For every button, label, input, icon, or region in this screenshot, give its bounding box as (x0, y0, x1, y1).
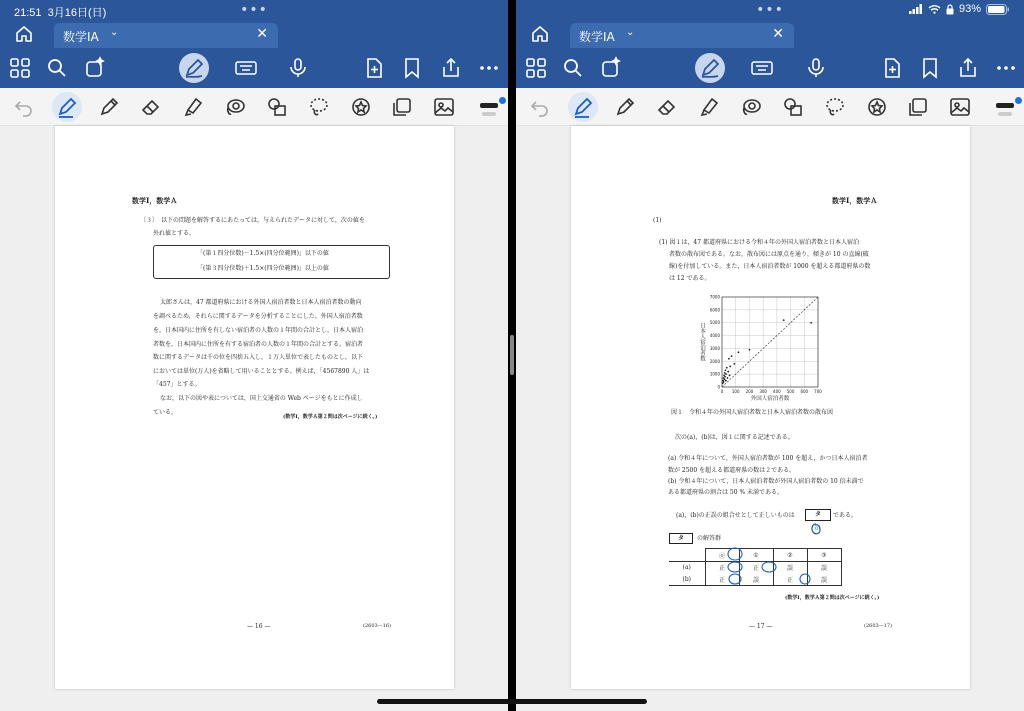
body-line: 数に関するデータは千の位を四捨五入し，１万人単位で表したものとし，以下 (153, 354, 364, 361)
body-line: 者数を，日本国内に住所を有する宿泊者の人数の１年間の合計とする。宿泊者 (153, 341, 364, 348)
choices-label: の解答群 (697, 535, 722, 542)
page-number: — 17 — (749, 623, 773, 630)
lasso-select-icon[interactable] (739, 95, 763, 119)
right-pane (516, 0, 1024, 711)
handwritten-circles (721, 546, 821, 588)
y-tick-label: 7000 (709, 294, 720, 300)
eraser-icon[interactable] (655, 95, 679, 119)
body-line: 「457」とする。 (153, 381, 201, 388)
copy-pages-icon[interactable] (906, 95, 930, 119)
table-cell: 誤 (739, 574, 773, 586)
document-page[interactable] (55, 126, 454, 689)
home-icon[interactable] (530, 25, 550, 43)
scatter-point (729, 375, 731, 377)
tab-bar (0, 20, 508, 48)
y-tick-label: 0 (717, 384, 720, 390)
battery-percent: 93% (958, 3, 981, 15)
lock-icon (946, 4, 954, 15)
scatter-point (738, 351, 740, 353)
pen-mode-icon[interactable] (182, 56, 206, 80)
search-icon[interactable] (561, 56, 585, 80)
question-suffix: である。 (833, 512, 858, 519)
table-cell: 正 (739, 562, 773, 574)
body-line: を，日本国内に住所を有しない宿泊者の人数の１年間の合計とし，日本人宿泊 (153, 327, 364, 334)
more-icon[interactable] (477, 56, 501, 80)
copilot-icon[interactable] (83, 56, 107, 80)
intro-line: 外れ値とする。 (153, 230, 196, 237)
close-tab-button[interactable]: ✕ (772, 26, 784, 42)
share-icon[interactable] (956, 56, 980, 80)
answer-box[interactable]: タ (805, 509, 831, 521)
scatter-point (724, 378, 726, 380)
reference-line (722, 297, 818, 387)
choice-0-header[interactable]: ⓪ (705, 549, 739, 562)
question-line: (1) 図１は，47 都道府県における令和４年の外国人宿泊者数と日本人宿泊 (659, 239, 859, 246)
scatter-point (727, 377, 729, 379)
pen-mode-icon[interactable] (698, 56, 722, 80)
figure-caption: 図１ 令和４年の外国人宿泊者数と日本人宿泊者数の散布図 (671, 409, 834, 416)
search-icon[interactable] (45, 56, 69, 80)
shapes-icon[interactable] (265, 95, 289, 119)
scatter-point (810, 322, 812, 324)
home-indicator[interactable] (377, 699, 647, 704)
add-page-icon[interactable] (362, 56, 386, 80)
wifi-icon (928, 4, 941, 14)
undo-icon[interactable] (11, 95, 35, 119)
highlighter-icon[interactable] (181, 95, 205, 119)
pen-thickness-selector[interactable] (480, 103, 498, 108)
body-line: なお，以下の図や表については，国土交通省の Web ページをもとに作成し (160, 395, 363, 402)
scatter-point (749, 349, 751, 351)
body-line: ている。 (153, 409, 178, 416)
draw-toolbar (0, 88, 508, 126)
pen-color-indicator[interactable] (499, 97, 506, 104)
x-tick-label: 200 (745, 389, 754, 394)
ballpoint-pen-icon[interactable] (571, 95, 595, 119)
scatter-point (731, 355, 733, 357)
scatter-point (729, 366, 731, 368)
part-label: (1) (653, 217, 662, 224)
scatter-chart (696, 290, 846, 408)
pen-color-indicator[interactable] (1015, 97, 1022, 104)
toolbar (516, 48, 1024, 88)
intro-line: 以下の問題を解答するにあたっては，与えられたデータに対して，次の値を (161, 217, 365, 224)
scatter-point (723, 381, 725, 383)
left-pane (0, 0, 508, 711)
table-cell: 正 (705, 562, 739, 574)
page-code: (2603—16) (363, 623, 391, 629)
table-cell: 誤 (807, 562, 841, 574)
image-icon[interactable] (948, 95, 972, 119)
row-label: (b) (669, 574, 705, 586)
lasso-icon[interactable] (307, 95, 331, 119)
page-code: (2603—17) (864, 623, 892, 629)
chevron-down-icon[interactable]: ⌄ (110, 27, 119, 38)
tab-bar (516, 20, 1024, 48)
document-tab-title: 数学ⅠA (63, 30, 99, 44)
page-number: — 16 — (247, 623, 271, 630)
statement-line: (a) 令和４年について，外国人宿泊者数が 100 を超え，かつ日本人宿泊者 (668, 455, 868, 462)
section-marker: 〔３〕 (140, 217, 159, 224)
scatter-plot (696, 290, 846, 408)
eraser-icon[interactable] (139, 95, 163, 119)
body-line: を調べるため，それらに関するデータを分析することにした。外国人宿泊者数 (153, 313, 363, 320)
copy-pages-icon[interactable] (390, 95, 414, 119)
x-tick-label: 100 (731, 389, 740, 394)
row-label: (a) (669, 562, 705, 574)
highlighter-icon[interactable] (697, 95, 721, 119)
battery-icon (986, 4, 1010, 15)
more-icon[interactable] (994, 56, 1018, 80)
image-icon[interactable] (432, 95, 456, 119)
table-cell: 誤 (773, 562, 807, 574)
close-tab-button[interactable]: ✕ (256, 26, 268, 42)
continue-note: (数学Ⅰ，数学Ａ第２問は次ページに続く。) (283, 414, 378, 420)
lasso-select-icon[interactable] (223, 95, 247, 119)
copilot-icon[interactable] (599, 56, 623, 80)
ballpoint-pen-icon[interactable] (55, 95, 79, 119)
scatter-point (725, 373, 727, 375)
scatter-point (733, 363, 735, 365)
y-tick-label: 6000 (709, 307, 720, 313)
share-icon[interactable] (439, 56, 463, 80)
x-tick-label: 500 (786, 389, 795, 394)
document-tab[interactable] (570, 23, 794, 48)
outlier-rule-line: 「(第１四分位数)－1.5×(四分位範囲)」以下の値 (197, 250, 329, 257)
pen-thin-option[interactable] (998, 112, 1012, 116)
x-tick-label: 400 (773, 389, 781, 394)
page-header: 数学Ⅰ，数学Ａ (832, 196, 878, 205)
y-tick-label: 5000 (709, 320, 720, 326)
bookmark-icon[interactable] (400, 56, 424, 80)
choice-3-header[interactable]: ③ (807, 549, 841, 562)
table-cell: 正 (705, 574, 739, 586)
y-tick-label: 2000 (709, 358, 720, 364)
choice-2-header[interactable]: ② (773, 549, 807, 562)
grid-icon[interactable] (8, 56, 32, 80)
outlier-rule-line: 「(第３四分位数)＋1.5×(四分位範囲)」以上の値 (197, 265, 329, 272)
microphone-icon[interactable] (804, 56, 828, 80)
pen-thin-option[interactable] (482, 112, 496, 116)
document-tab-title: 数学ⅠA (579, 30, 615, 44)
lasso-icon[interactable] (823, 95, 847, 119)
chevron-down-icon[interactable]: ⌄ (626, 27, 635, 38)
x-tick-label: 300 (759, 389, 767, 394)
table-cell: 正 (773, 574, 807, 586)
scatter-point (783, 319, 785, 321)
statement-line: (b) 令和４年について，日本人宿泊者数が外国人宿泊者数の 10 倍未満で (668, 478, 864, 485)
choice-1-header[interactable]: ① (739, 549, 773, 562)
x-tick-label: 700 (814, 389, 822, 394)
draw-toolbar (516, 88, 1024, 126)
pencil-icon[interactable] (97, 95, 121, 119)
status-time: 21:51 3月16日(日) (14, 7, 107, 19)
sticker-icon[interactable] (865, 95, 889, 119)
statement-line: ある都道府県の割合は 50 % 未満である。 (668, 489, 784, 496)
status-bar (0, 0, 508, 20)
x-tick-label: 0 (720, 389, 724, 394)
scatter-point (728, 358, 730, 360)
body-line: 太郎さんは，47 都道府県における外国人宿泊者数と日本人宿泊者数の動向 (160, 299, 362, 306)
choices-box: タ (669, 533, 693, 544)
home-icon[interactable] (14, 25, 34, 43)
handwritten-answer: 0 (815, 526, 819, 532)
bookmark-icon[interactable] (918, 56, 942, 80)
multitask-handle[interactable]: ••• (240, 2, 268, 18)
document-tab[interactable] (54, 23, 278, 48)
plot-frame (722, 297, 818, 387)
y-tick-label: 1000 (709, 371, 720, 377)
scatter-point (725, 369, 727, 371)
y-tick-label: 3000 (709, 345, 720, 351)
microphone-icon[interactable] (286, 56, 310, 80)
scatter-point (727, 371, 729, 373)
scatter-point (725, 380, 727, 382)
grid-icon[interactable] (524, 56, 548, 80)
pencil-icon[interactable] (613, 95, 637, 119)
x-tick-label: 600 (800, 389, 809, 394)
table-corner (669, 549, 705, 562)
scatter-point (726, 367, 728, 369)
add-page-icon[interactable] (880, 56, 904, 80)
multitask-handle[interactable]: ••• (756, 2, 784, 18)
split-view-divider[interactable] (508, 335, 516, 375)
keyboard-icon[interactable] (750, 56, 774, 80)
question-prompt: (a)，(b)の正誤の組合せとして正しいものは (676, 512, 795, 519)
shapes-icon[interactable] (781, 95, 805, 119)
status-indicators (909, 3, 1010, 15)
continue-note: (数学Ⅰ，数学Ａ第２問は次ページに続く。) (785, 595, 880, 601)
table-cell: 誤 (807, 574, 841, 586)
lead-line: 次の(a)，(b)は，図１に関する記述である。 (675, 434, 794, 441)
status-bar (516, 0, 1024, 20)
sticker-icon[interactable] (349, 95, 373, 119)
undo-icon[interactable] (527, 95, 551, 119)
scatter-point (724, 372, 726, 374)
question-line: は 12 である。 (669, 275, 711, 282)
keyboard-icon[interactable] (234, 56, 258, 80)
statement-line: 数が 2500 を超える都道府県の数は２である。 (668, 467, 796, 474)
toolbar (0, 48, 508, 88)
page-header: 数学Ⅰ，数学Ａ (132, 196, 178, 205)
document-page[interactable] (571, 126, 970, 689)
x-axis-label: 外国人宿泊者数 (750, 396, 790, 402)
pen-thickness-selector[interactable] (996, 103, 1014, 108)
y-axis-label: 日本人宿泊者数 (699, 322, 705, 362)
scatter-point (724, 376, 726, 378)
body-line: においては単位(万人)を省略して用いることとする。例えば，「4567890 人」は (153, 368, 370, 375)
question-line: 線)を付加している。また，日本人宿泊者数が 1000 を超える都道府県の数 (669, 263, 871, 270)
question-line: 者数の散布図である。なお，散布図には原点を通り，傾きが 10 の直線(破 (669, 251, 869, 258)
signal-icon (909, 4, 923, 14)
y-tick-label: 4000 (709, 333, 720, 339)
